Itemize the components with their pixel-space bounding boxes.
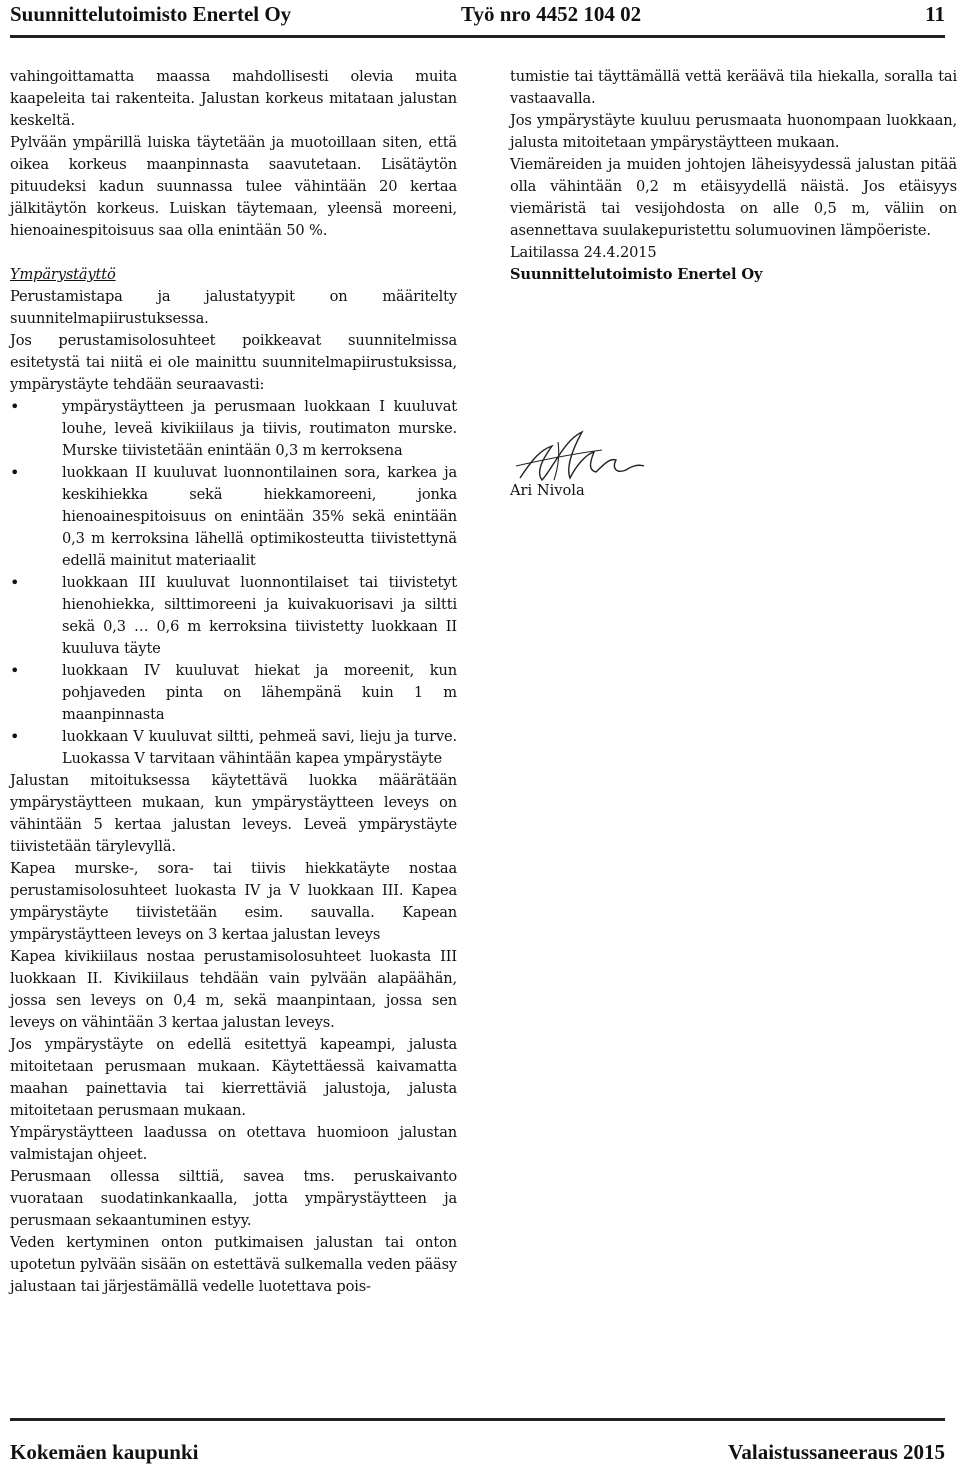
- paragraph: Jos ympärystäyte on edellä esitettyä kapeampi, jalusta mitoitetaan perusmaan mukaan. Käytettäessä kaivamatta maahan painettavia tai kierrettäviä jalustoja, jalusta mitoitetaan perusmaan mukaan.: [10, 1036, 457, 1119]
- footer-left: Kokemäen kaupunki: [10, 1440, 199, 1464]
- page-header: [10, 0, 945, 36]
- paragraph: Kapea kivikiilaus nostaa perustamisolosuhteet luokasta III luokkaan II. Kivikiilaus tehdään vain pylvään alapäähän, jossa sen leveys on 0,4 m, sekä maanpintaan, jossa sen leveys on vähintään 3 kertaa jalustan leveys.: [10, 948, 457, 1031]
- list-item: • luokkaan IV kuuluvat hiekat ja moreenit, kun pohjaveden pinta on lähempänä kuin 1 m maanpinnasta: [10, 661, 457, 723]
- paragraph: Viemäreiden ja muiden johtojen läheisyydessä jalustan pitää olla vähintään 0,2 m etäisyydellä näistä. Jos etäisyys viemäristä tai vesijohdosta on alle 0,5 m, väliin on asennettava suulakepuristettu solumuovinen lämpöeriste.: [510, 156, 957, 239]
- paragraph: Perusmaan ollessa silttiä, savea tms. peruskaivanto vuorataan suodatinkankaalla, jotta ympärystäytteen ja perusmaan sekaantuminen estyy.: [10, 1168, 457, 1229]
- right-column: [510, 66, 957, 286]
- section-heading: Ympärystäyttö: [10, 266, 116, 283]
- paragraph: Pylvään ympärillä luiska täytetään ja muotoillaan siten, että oikea korkeus maanpinnasta saavutetaan. Lisätäytön pituudeksi kadun suunnassa tulee vähintään 20 kertaa jälkitäytön korkeus. Luiskan täytemaan, yleensä moreeni, hienoainespitoisuus saa olla enintään 50 %.: [10, 134, 457, 239]
- paragraph: tumistie tai täyttämällä vettä keräävä tila hiekalla, soralla tai vastaavalla.: [510, 68, 957, 107]
- paragraph: Jos perustamisolosuhteet poikkeavat suunnitelmissa esitetystä tai niitä ei ole mainittu suunnitelmapiirustuksissa, ympärystäyte tehdään seuraavasti:: [10, 332, 457, 393]
- header-work-number: Työ nro 4452 104 02: [461, 2, 642, 26]
- list-item: • luokkaan V kuuluvat siltti, pehmeä savi, lieju ja turve. Luokassa V tarvitaan vähintään kapea ympärystäyte: [10, 727, 457, 767]
- place-date: Laitilassa 24.4.2015: [510, 244, 657, 261]
- header-company: Suunnittelutoimisto Enertel Oy: [10, 2, 292, 26]
- paragraph: Jalustan mitoituksessa käytettävä luokka määrätään ympärystäytteen mukaan, kun ympärystäytteen leveys on vähintään 5 kertaa jalustan leveys. Leveä ympärystäyte tiivistetään tärylevyllä.: [10, 772, 457, 855]
- footer-rule: [10, 1418, 945, 1421]
- paragraph: Jos ympärystäyte kuuluu perusmaata huonompaan luokkaan, jalusta mitoitetaan ympärystäytteen mukaan.: [510, 112, 957, 151]
- paragraph: Perustamistapa ja jalustatyypit on määritelty suunnitelmapiirustuksessa.: [10, 288, 457, 327]
- list-item: • luokkaan III kuuluvat luonnontilaiset tai tiivistetyt hienohiekka, silttimoreeni ja kuivakuorisavi ja siltti sekä 0,3 … 0,6 m kerroksina tiivistetty luokkaan II kuuluva täyte: [10, 573, 457, 657]
- left-column: [10, 66, 457, 1298]
- list-item: • ympärystäytteen ja perusmaan luokkaan I kuuluvat louhe, leveä kivikiilaus ja tiivis, routimaton murske. Murske tiivistetään enintään 0,3 m kerroksena: [10, 397, 457, 459]
- bullet-icon: •: [10, 463, 20, 482]
- signature-company: Suunnittelutoimisto Enertel Oy: [510, 266, 763, 283]
- footer-right: Valaistussaneeraus 2015: [728, 1440, 945, 1464]
- paragraph: Veden kertyminen onton putkimaisen jalustan tai onton upotetun pylvään sisään on estettävä sulkemalla veden pääsy jalustaan tai järjestämällä vedelle luotettava pois-: [10, 1234, 457, 1295]
- header-rule: [10, 35, 945, 38]
- header-page-number: 11: [925, 2, 945, 26]
- list-item: • luokkaan II kuuluvat luonnontilainen sora, karkea ja keskihiekka sekä hiekkamoreeni, jonka hienoainespitoisuus on enintään 35% sekä enintään 0,3 m kerroksina lähellä optimikosteutta tiivistettynä edellä mainitut materiaalit: [10, 463, 457, 569]
- paragraph: Ympärystäytteen laadussa on otettava huomioon jalustan valmistajan ohjeet.: [10, 1124, 457, 1163]
- signer-name: Ari Nivola: [510, 482, 585, 499]
- paragraph: vahingoittamatta maassa mahdollisesti olevia muita kaapeleita tai rakenteita. Jalustan korkeus mitataan jalustan keskeltä.: [10, 68, 457, 129]
- bullet-icon: •: [10, 661, 20, 680]
- bullet-icon: •: [10, 727, 20, 746]
- paragraph: Kapea murske-, sora- tai tiivis hiekkatäyte nostaa perustamisolosuhteet luokasta IV ja V luokkaan III. Kapea ympärystäyte tiivistetään esim. sauvalla. Kapean ympärystäytteen leveys on 3 kertaa jalustan leveys: [10, 860, 457, 943]
- bullet-list: [10, 396, 457, 770]
- bullet-icon: •: [10, 573, 20, 592]
- bullet-icon: •: [10, 397, 20, 416]
